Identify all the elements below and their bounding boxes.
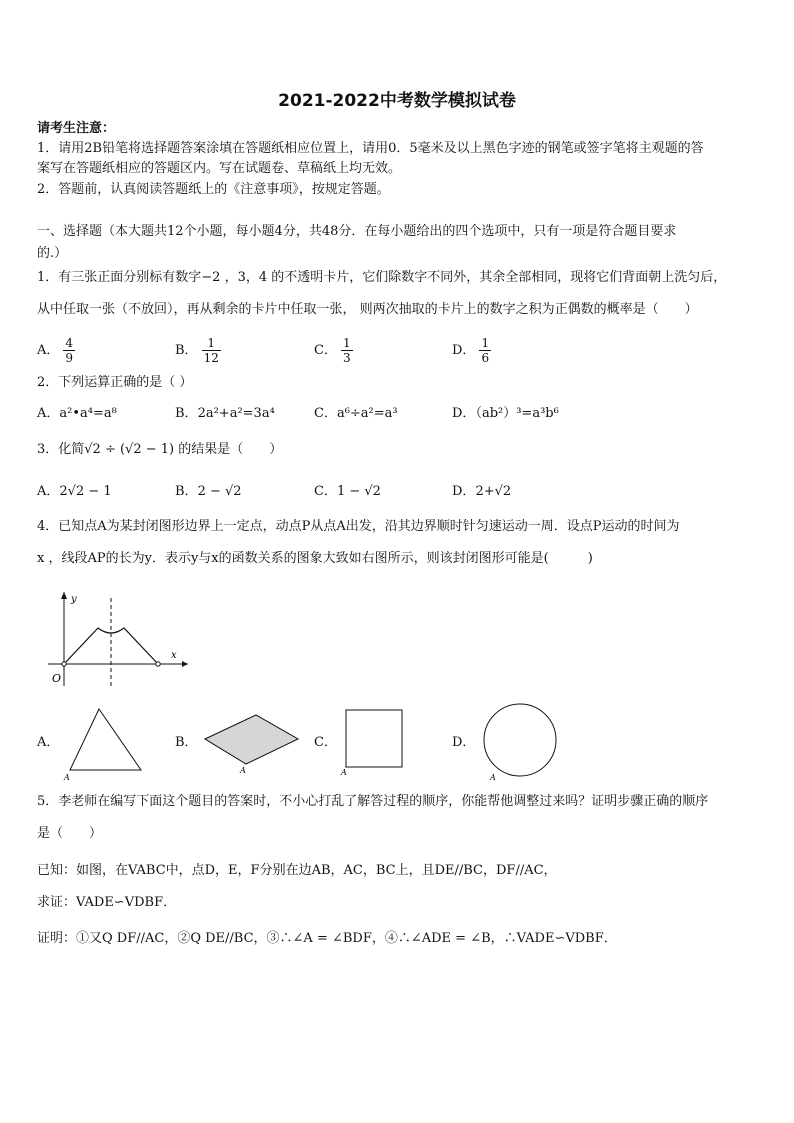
q2-option-a[interactable] bbox=[37, 404, 117, 424]
section-heading-1: 一、选择题（本大题共12个小题，每小题4分，共48分．在每小题给出的四个选项中，只有一项是符合题目要求 bbox=[37, 224, 677, 239]
fraction bbox=[63, 336, 75, 365]
point-a-label: A bbox=[240, 766, 246, 775]
x-axis-arrow-icon bbox=[182, 661, 188, 667]
point-a-label: A bbox=[341, 768, 347, 777]
option-text: 2a²+a²=3a⁴ bbox=[197, 406, 275, 421]
option-text: 2√2 − 1 bbox=[59, 484, 112, 499]
triangle-shape bbox=[70, 709, 141, 770]
q2-option-c[interactable] bbox=[314, 404, 398, 424]
q4-stem-2: x ，线段AP的长为y．表示y与x的函数关系的图象大致如右图所示，则该封闭图形可能是( ) bbox=[37, 551, 593, 566]
option-label: B． bbox=[175, 406, 198, 421]
q4-option-a-label[interactable]: A． bbox=[37, 735, 60, 750]
option-text: 1 − √2 bbox=[336, 484, 381, 499]
rhombus-shape bbox=[205, 715, 298, 764]
square-shape bbox=[346, 710, 402, 767]
start-point bbox=[62, 662, 66, 666]
q1-stem-1: 1．有三张正面分别标有数字−2 ，3，4 的不透明卡片，它们除数字不同外，其余全部相同，现将它们背面朝上洗匀后， bbox=[37, 270, 727, 285]
x-axis-label: x bbox=[171, 650, 177, 661]
q5-stem-2: 是（ ） bbox=[37, 826, 103, 841]
notice-item-1a: 1．请用2B铅笔将选择题答案涂填在答题纸相应位置上，请用0．5毫米及以上黑色字迹的钢笔或签字笔将主观题的答 bbox=[37, 141, 704, 156]
section-heading-2: 的.） bbox=[37, 246, 68, 261]
q5-given: 已知：如图，在VABC中，点D，E，F分别在边AB，AC，BC上，且DE//BC，DF//AC， bbox=[37, 863, 557, 878]
q3-option-a[interactable] bbox=[37, 482, 112, 502]
numerator: 1 bbox=[342, 336, 351, 350]
q1-option-b[interactable] bbox=[175, 336, 221, 365]
q5-stem-1: 5．李老师在编写下面这个题目的答案时，不小心打乱了解答过程的顺序，你能帮他调整过来吗？证明步骤正确的顺序 bbox=[37, 794, 709, 809]
q2-stem: 2．下列运算正确的是（ ） bbox=[37, 375, 193, 390]
q3-option-b[interactable] bbox=[175, 482, 242, 502]
option-text: a²•a⁴=a⁸ bbox=[59, 406, 117, 421]
point-a-label: A bbox=[490, 773, 496, 782]
q4-option-c-figure bbox=[338, 706, 408, 778]
numerator: 4 bbox=[65, 336, 74, 350]
q5-proof: 证明：①又Q DF//AC，②Q DE//BC，③∴∠A = ∠BDF，④∴∠ADE = ∠B，∴VADE∽VDBF． bbox=[37, 931, 617, 946]
numerator: 1 bbox=[481, 336, 490, 350]
option-label: D． bbox=[452, 484, 476, 499]
q4-option-b-figure bbox=[200, 710, 304, 776]
q4-option-d-figure bbox=[478, 700, 562, 784]
y-axis-arrow-icon bbox=[61, 592, 67, 599]
option-text: 2 − √2 bbox=[197, 484, 242, 499]
function-curve bbox=[64, 628, 158, 664]
q4-option-a-figure bbox=[60, 704, 150, 784]
notice-heading: 请考生注意： bbox=[37, 121, 116, 136]
option-label: A． bbox=[37, 406, 60, 421]
fraction bbox=[341, 336, 353, 365]
denominator: 6 bbox=[481, 351, 490, 365]
notice-item-1b: 案写在答题纸相应的答题区内。写在试题卷、草稿纸上均无效。 bbox=[37, 161, 402, 176]
circle-shape bbox=[484, 704, 556, 776]
fraction bbox=[479, 336, 491, 365]
option-label: A． bbox=[37, 484, 60, 499]
end-point bbox=[156, 662, 160, 666]
q1-option-a[interactable] bbox=[37, 336, 75, 365]
option-label: C． bbox=[314, 406, 337, 421]
q4-option-b-label[interactable]: B． bbox=[175, 735, 198, 750]
denominator: 9 bbox=[65, 351, 74, 365]
q5-prove: 求证：VADE∽VDBF． bbox=[37, 895, 177, 910]
option-label: D． bbox=[452, 406, 476, 421]
denominator: 12 bbox=[203, 351, 219, 365]
option-label: C． bbox=[314, 343, 337, 358]
notice-item-2: 2．答题前，认真阅读答题纸上的《注意事项》，按规定答题。 bbox=[37, 182, 390, 197]
q4-option-d-label[interactable]: D． bbox=[452, 735, 476, 750]
fraction bbox=[202, 336, 221, 365]
q2-option-b[interactable] bbox=[175, 404, 275, 424]
y-axis-label: y bbox=[71, 594, 77, 605]
option-text: （ab²）³=a³b⁶ bbox=[475, 406, 559, 421]
q1-option-d[interactable] bbox=[452, 336, 491, 365]
q4-stem-1: 4．已知点A为某封闭图形边界上一定点，动点P从点A出发，沿其边界顺时针匀速运动一周．设点P运动的时间为 bbox=[37, 519, 680, 534]
page-title: 2021-2022中考数学模拟试卷 bbox=[278, 91, 516, 111]
numerator: 1 bbox=[202, 336, 221, 351]
option-label: B． bbox=[175, 484, 198, 499]
q1-option-c[interactable] bbox=[314, 336, 353, 365]
q4-option-c-label[interactable]: C． bbox=[314, 735, 337, 750]
q2-option-d[interactable] bbox=[452, 404, 559, 424]
option-text: 2+√2 bbox=[475, 484, 512, 499]
option-label: A． bbox=[37, 343, 60, 358]
point-a-label: A bbox=[64, 773, 70, 782]
q3-option-c[interactable] bbox=[314, 482, 381, 502]
option-label: C． bbox=[314, 484, 337, 499]
denominator: 3 bbox=[342, 351, 351, 365]
origin-label: O bbox=[52, 672, 62, 685]
option-text: a⁶÷a²=a³ bbox=[336, 406, 398, 421]
q3-option-d[interactable] bbox=[452, 482, 511, 502]
option-label: D． bbox=[452, 343, 476, 358]
q3-stem: 3．化简√2 ÷ (√2 − 1) 的结果是（ ） bbox=[37, 442, 283, 457]
option-label: B． bbox=[175, 343, 198, 358]
q1-stem-2: 从中任取一张（不放回），再从剩余的卡片中任取一张， 则两次抽取的卡片上的数字之积为正偶数的概率是（ ） bbox=[37, 302, 698, 317]
function-graph bbox=[40, 588, 190, 688]
